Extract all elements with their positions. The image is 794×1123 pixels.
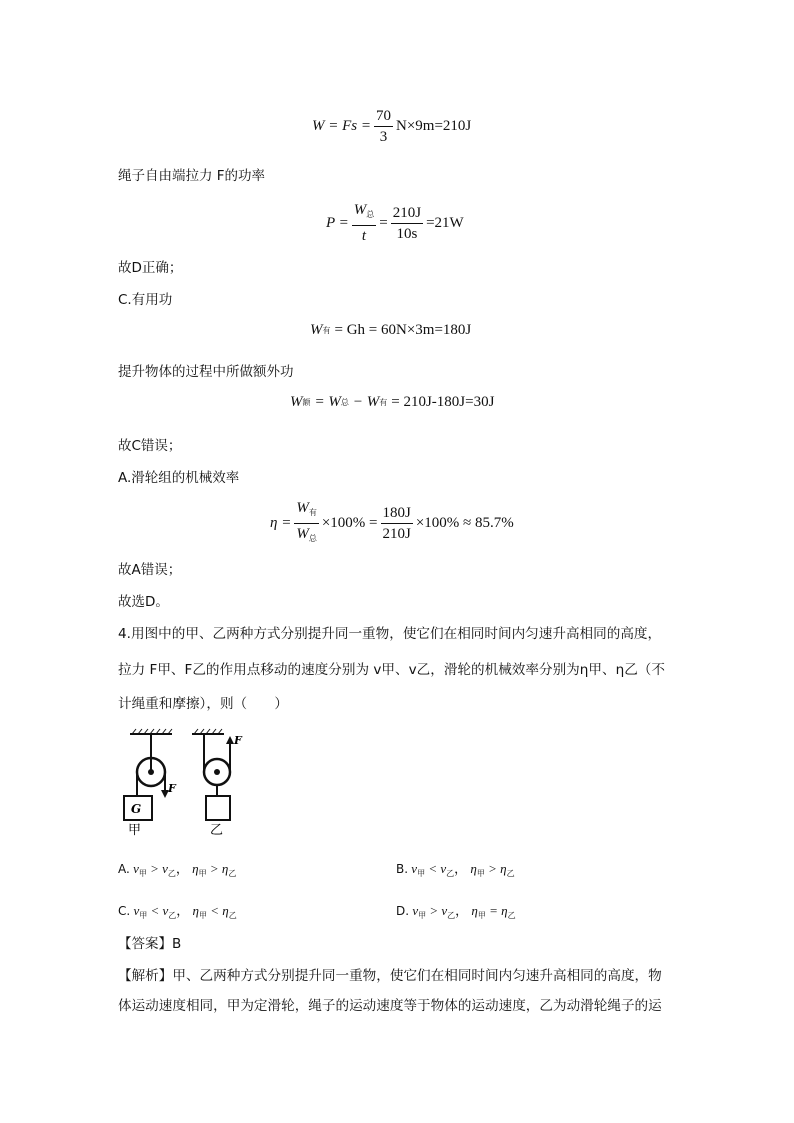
eq-rhs: ×100% ≈ 85.7%: [415, 515, 514, 531]
denominator: 3: [379, 129, 388, 145]
label-jia: 甲: [128, 823, 142, 838]
subscript: 总: [340, 398, 349, 407]
denominator: W: [296, 526, 309, 542]
option-a[interactable]: A. $v_甲 > v_乙$， $\eta_甲 > \eta_乙$: [118, 861, 237, 878]
denominator: t: [361, 228, 367, 244]
fraction: [381, 505, 413, 542]
eq-rhs: = Gh = 60N×3m=180J: [334, 322, 472, 338]
eq-lhs: η =: [270, 515, 292, 531]
eq-lhs: W: [310, 322, 323, 338]
text-extra-work: 提升物体的过程中所做额外功: [118, 364, 294, 380]
label-f-left: F: [168, 782, 176, 795]
subscript: 额: [302, 398, 311, 407]
equation-efficiency: [270, 500, 514, 547]
answer: 【答案】B: [118, 936, 182, 952]
denominator: 10s: [396, 225, 418, 242]
fraction: [391, 205, 423, 242]
numerator: 210J: [391, 205, 423, 224]
eq-rhs: = 210J-180J=30J: [391, 394, 495, 410]
text-choose: 故选D。: [118, 594, 169, 610]
eq-mid: ×100% =: [321, 515, 378, 531]
equals: =: [379, 214, 388, 231]
question-line-2: 拉力 F甲、F乙的作用点移动的速度分别为 v甲、v乙，滑轮的机械效率分别为η甲、η乙（不: [118, 662, 665, 678]
subscript: 有: [379, 398, 388, 407]
pulley-diagram: [118, 728, 258, 840]
text-d-correct: 故D正确；: [118, 260, 183, 276]
numerator: W: [296, 500, 309, 516]
eq-lhs: P =: [326, 214, 349, 231]
analysis-line-2: 体运动速度相同，甲为定滑轮，绳子的运动速度等于物体的运动速度，乙为动滑轮绳子的运: [118, 998, 662, 1014]
arrow-up-icon: [226, 736, 234, 744]
text-a-efficiency: A.滑轮组的机械效率: [118, 470, 240, 486]
equation-extra-work: [290, 394, 494, 411]
eq-rhs: =21W: [426, 214, 464, 231]
numerator: 180J: [381, 505, 413, 524]
fraction: [294, 500, 319, 547]
text-c-wrong: 故C错误；: [118, 438, 182, 454]
question-line-3: 计绳重和摩擦），则（ ）: [118, 696, 288, 712]
text-power: 绳子自由端拉力 F的功率: [118, 168, 266, 184]
term: W: [290, 394, 303, 410]
label-f-right: F: [234, 734, 242, 747]
term: − W: [352, 394, 380, 410]
term: = W: [314, 394, 341, 410]
equation-power: [326, 202, 464, 244]
label-yi: 乙: [210, 823, 224, 838]
equation-work: [312, 108, 471, 145]
option-d[interactable]: D. $v_甲 > v_乙$， $\eta_甲 = \eta_乙$: [396, 903, 516, 920]
numerator: 70: [374, 108, 393, 127]
option-c[interactable]: C. $v_甲 < v_乙$， $\eta_甲 < \eta_乙$: [118, 903, 237, 920]
eq-lhs: W = Fs =: [312, 118, 371, 134]
text-c-useful: C.有用功: [118, 292, 173, 308]
subscript: 总: [308, 534, 317, 543]
numerator: W: [353, 202, 367, 218]
text-a-wrong: 故A错误；: [118, 562, 182, 578]
question-line-1: 4.用图中的甲、乙两种方式分别提升同一重物，使它们在相同时间内匀速升高相同的高度，: [118, 626, 662, 642]
subscript: 有: [308, 508, 317, 517]
equation-useful-work: [310, 322, 471, 339]
fraction: [352, 202, 377, 244]
subscript: 总: [366, 210, 375, 219]
block-right: [206, 796, 230, 820]
denominator: 210J: [382, 526, 411, 542]
label-g: G: [131, 802, 142, 816]
eq-rhs: N×9m=210J: [396, 118, 472, 134]
subscript: 有: [322, 326, 331, 335]
fraction: [374, 108, 393, 145]
option-b[interactable]: B. $v_甲 < v_乙$， $\eta_甲 > \eta_乙$: [396, 861, 515, 878]
analysis-line-1: 【解析】甲、乙两种方式分别提升同一重物，使它们在相同时间内匀速升高相同的高度，物: [118, 968, 662, 984]
